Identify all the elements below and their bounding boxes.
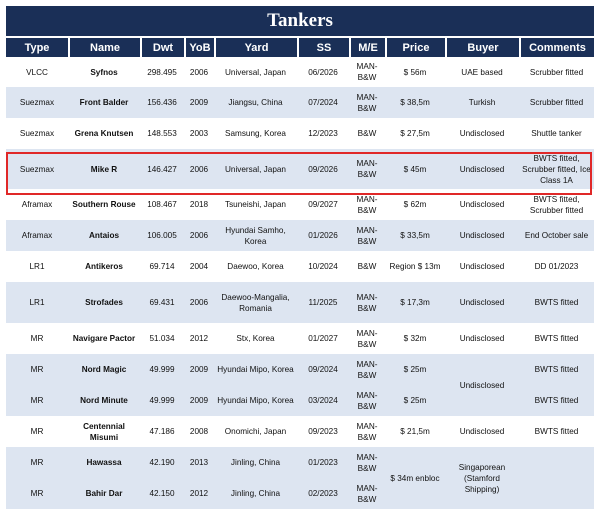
cell-dwt: 69.714	[140, 251, 184, 282]
cell-ss: 07/2024	[297, 87, 349, 118]
cell-buyer: Undisclosed	[445, 323, 519, 354]
cell-yard: Onomichi, Japan	[214, 416, 297, 447]
col-header-price: Price	[385, 38, 445, 57]
cell-yard: Universal, Japan	[214, 57, 297, 87]
col-header-yob: YoB	[184, 38, 214, 57]
cell-name: Centennial Misumi	[68, 416, 140, 447]
cell-type: VLCC	[6, 57, 68, 87]
table-row	[6, 57, 594, 87]
cell-comments: BWTS fitted	[519, 282, 594, 323]
cell-price: $ 27,5m	[385, 118, 445, 149]
table-row	[6, 189, 594, 220]
cell-yob: 2006	[184, 57, 214, 87]
table-row	[6, 87, 594, 118]
cell-price: $ 56m	[385, 57, 445, 87]
cell-price: Region $ 13m	[385, 251, 445, 282]
cell-me: MAN-B&W	[349, 189, 385, 220]
cell-me: MAN-B&W	[349, 220, 385, 251]
cell-comments: End October sale	[519, 220, 594, 251]
cell-dwt: 49.999	[140, 385, 184, 416]
cell-comments: BWTS fitted	[519, 385, 594, 416]
cell-ss: 11/2025	[297, 282, 349, 323]
cell-buyer: UAE based	[445, 57, 519, 87]
cell-ss: 09/2027	[297, 189, 349, 220]
cell-price: $ 34m enbloc	[385, 447, 445, 509]
cell-price: $ 62m	[385, 189, 445, 220]
cell-type: LR1	[6, 251, 68, 282]
cell-name: Front Balder	[68, 87, 140, 118]
cell-ss: 01/2027	[297, 323, 349, 354]
cell-price: $ 21,5m	[385, 416, 445, 447]
cell-name: Hawassa	[68, 447, 140, 478]
table-row	[6, 220, 594, 251]
table-row	[6, 118, 594, 149]
table-row-highlighted	[6, 149, 594, 189]
cell-type: MR	[6, 323, 68, 354]
cell-name: Navigare Pactor	[68, 323, 140, 354]
cell-type: MR	[6, 447, 68, 478]
cell-yard: Stx, Korea	[214, 323, 297, 354]
cell-buyer: Undisclosed	[445, 251, 519, 282]
cell-name: Mike R	[68, 149, 140, 189]
table-row	[6, 416, 594, 447]
cell-yob: 2009	[184, 87, 214, 118]
cell-ss: 09/2023	[297, 416, 349, 447]
cell-ss: 10/2024	[297, 251, 349, 282]
cell-name: Grena Knutsen	[68, 118, 140, 149]
cell-type: LR1	[6, 282, 68, 323]
cell-dwt: 146.427	[140, 149, 184, 189]
cell-me: B&W	[349, 251, 385, 282]
cell-dwt: 49.999	[140, 354, 184, 385]
col-header-yard: Yard	[214, 38, 297, 57]
cell-yob: 2009	[184, 385, 214, 416]
cell-buyer: Undisclosed	[445, 282, 519, 323]
cell-ss: 09/2024	[297, 354, 349, 385]
cell-name: Nord Minute	[68, 385, 140, 416]
cell-price: $ 25m	[385, 354, 445, 385]
cell-price: $ 45m	[385, 149, 445, 189]
cell-yob: 2012	[184, 323, 214, 354]
cell-buyer: Undisclosed	[445, 189, 519, 220]
cell-yard: Samsung, Korea	[214, 118, 297, 149]
cell-buyer: Undisclosed	[445, 354, 519, 416]
cell-yard: Hyundai Samho, Korea	[214, 220, 297, 251]
cell-yard: Tsuneishi, Japan	[214, 189, 297, 220]
cell-yard: Daewoo, Korea	[214, 251, 297, 282]
cell-type: MR	[6, 385, 68, 416]
cell-ss: 01/2023	[297, 447, 349, 478]
cell-dwt: 69.431	[140, 282, 184, 323]
cell-type: Aframax	[6, 220, 68, 251]
cell-dwt: 47.186	[140, 416, 184, 447]
cell-yob: 2009	[184, 354, 214, 385]
table-row	[6, 447, 594, 478]
cell-buyer: Undisclosed	[445, 416, 519, 447]
cell-type: MR	[6, 478, 68, 509]
cell-ss: 02/2023	[297, 478, 349, 509]
table-row	[6, 354, 594, 385]
cell-ss: 01/2026	[297, 220, 349, 251]
report-title: Tankers	[6, 6, 594, 36]
cell-type: Suezmax	[6, 149, 68, 189]
cell-me: MAN-B&W	[349, 57, 385, 87]
col-header-type: Type	[6, 38, 68, 57]
cell-me: MAN-B&W	[349, 447, 385, 478]
cell-me: MAN-B&W	[349, 149, 385, 189]
cell-yob: 2013	[184, 447, 214, 478]
cell-dwt: 42.190	[140, 447, 184, 478]
cell-buyer: Undisclosed	[445, 149, 519, 189]
tankers-report	[6, 6, 594, 509]
cell-dwt: 156.436	[140, 87, 184, 118]
cell-dwt: 42.150	[140, 478, 184, 509]
cell-name: Antikeros	[68, 251, 140, 282]
cell-yard: Jinling, China	[214, 447, 297, 478]
cell-type: Suezmax	[6, 118, 68, 149]
cell-me: MAN-B&W	[349, 416, 385, 447]
col-header-ss: SS	[297, 38, 349, 57]
cell-buyer: Undisclosed	[445, 118, 519, 149]
cell-price: $ 25m	[385, 385, 445, 416]
cell-comments	[519, 447, 594, 509]
cell-yob: 2008	[184, 416, 214, 447]
cell-yard: Jinling, China	[214, 478, 297, 509]
cell-yard: Universal, Japan	[214, 149, 297, 189]
cell-yob: 2006	[184, 220, 214, 251]
header-row	[6, 38, 594, 57]
cell-me: MAN-B&W	[349, 87, 385, 118]
cell-me: MAN-B&W	[349, 354, 385, 385]
cell-yob: 2006	[184, 149, 214, 189]
cell-comments: Scrubber fitted	[519, 57, 594, 87]
cell-type: Suezmax	[6, 87, 68, 118]
cell-dwt: 51.034	[140, 323, 184, 354]
cell-me: MAN-B&W	[349, 282, 385, 323]
cell-type: Aframax	[6, 189, 68, 220]
cell-dwt: 106.005	[140, 220, 184, 251]
cell-comments: Shuttle tanker	[519, 118, 594, 149]
table-row	[6, 323, 594, 354]
cell-ss: 06/2026	[297, 57, 349, 87]
cell-price: $ 17,3m	[385, 282, 445, 323]
cell-buyer: Undisclosed	[445, 220, 519, 251]
cell-yob: 2012	[184, 478, 214, 509]
cell-type: MR	[6, 416, 68, 447]
cell-buyer: Turkish	[445, 87, 519, 118]
cell-comments: BWTS fitted	[519, 416, 594, 447]
cell-yard: Jiangsu, China	[214, 87, 297, 118]
cell-comments: BWTS fitted, Scrubber fitted, Ice Class 1A	[519, 149, 594, 189]
cell-dwt: 148.553	[140, 118, 184, 149]
cell-yard: Hyundai Mipo, Korea	[214, 385, 297, 416]
cell-comments: BWTS fitted, Scrubber fitted	[519, 189, 594, 220]
cell-me: MAN-B&W	[349, 385, 385, 416]
cell-name: Bahir Dar	[68, 478, 140, 509]
cell-yard: Hyundai Mipo, Korea	[214, 354, 297, 385]
cell-comments: DD 01/2023	[519, 251, 594, 282]
table-row	[6, 251, 594, 282]
cell-price: $ 38,5m	[385, 87, 445, 118]
cell-yard: Daewoo-Mangalia, Romania	[214, 282, 297, 323]
col-header-me: M/E	[349, 38, 385, 57]
cell-yob: 2006	[184, 282, 214, 323]
cell-name: Syfnos	[68, 57, 140, 87]
cell-type: MR	[6, 354, 68, 385]
cell-yob: 2003	[184, 118, 214, 149]
cell-yob: 2018	[184, 189, 214, 220]
cell-buyer: Singaporean (Stamford Shipping)	[445, 447, 519, 509]
col-header-dwt: Dwt	[140, 38, 184, 57]
cell-price: $ 33,5m	[385, 220, 445, 251]
cell-dwt: 298.495	[140, 57, 184, 87]
cell-dwt: 108.467	[140, 189, 184, 220]
col-header-name: Name	[68, 38, 140, 57]
tankers-table	[6, 38, 594, 509]
cell-comments: BWTS fitted	[519, 354, 594, 385]
cell-name: Nord Magic	[68, 354, 140, 385]
cell-me: B&W	[349, 118, 385, 149]
cell-me: MAN-B&W	[349, 478, 385, 509]
cell-yob: 2004	[184, 251, 214, 282]
col-header-buyer: Buyer	[445, 38, 519, 57]
cell-comments: Scrubber fitted	[519, 87, 594, 118]
cell-ss: 03/2024	[297, 385, 349, 416]
table-row	[6, 282, 594, 323]
cell-comments: BWTS fitted	[519, 323, 594, 354]
cell-name: Strofades	[68, 282, 140, 323]
cell-me: MAN-B&W	[349, 323, 385, 354]
cell-ss: 12/2023	[297, 118, 349, 149]
col-header-comments: Comments	[519, 38, 594, 57]
cell-ss: 09/2026	[297, 149, 349, 189]
cell-price: $ 32m	[385, 323, 445, 354]
cell-name: Antaios	[68, 220, 140, 251]
cell-name: Southern Rouse	[68, 189, 140, 220]
